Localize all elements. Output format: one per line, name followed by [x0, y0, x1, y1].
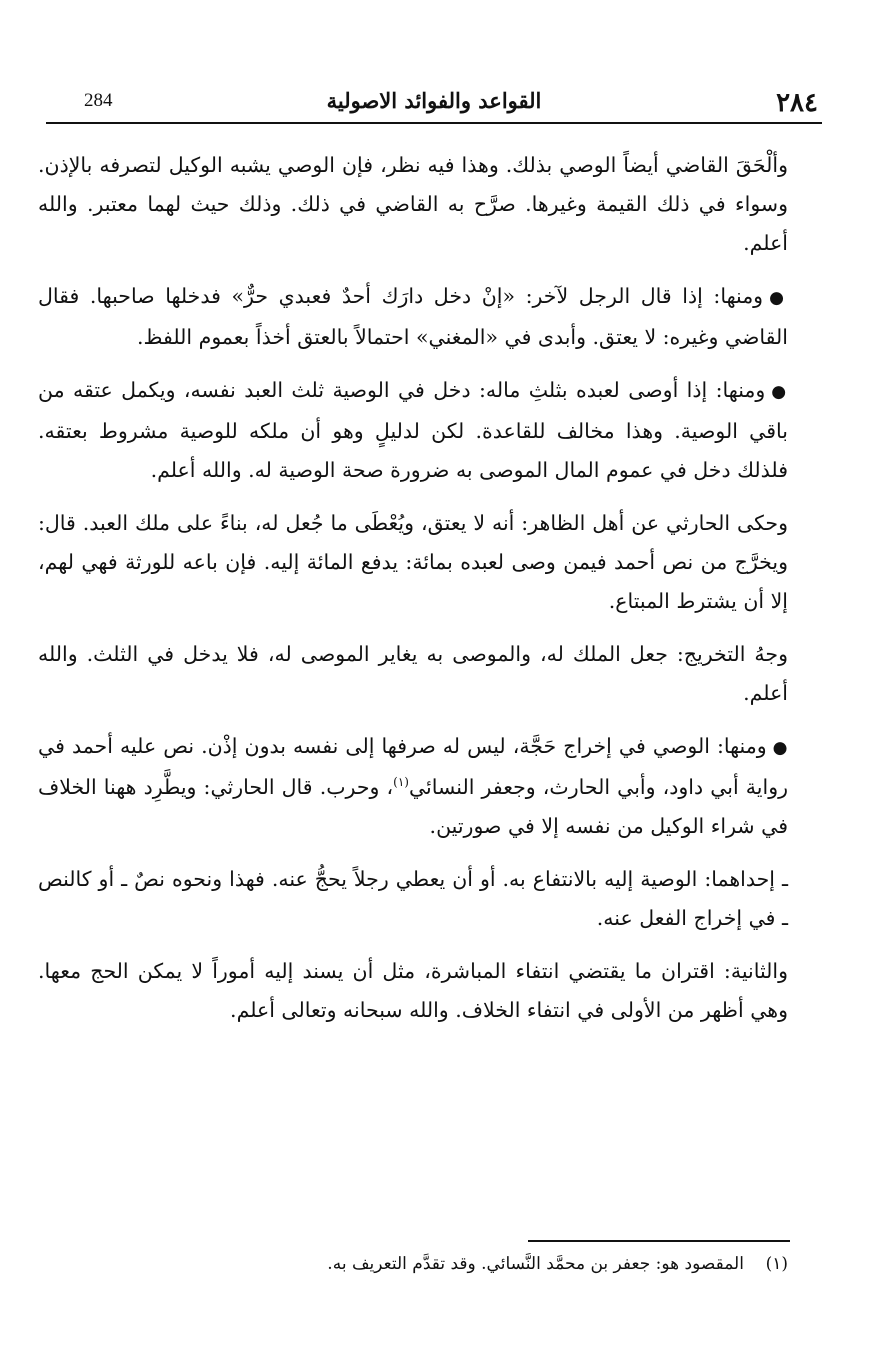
main-text: [38, 146, 788, 1044]
paragraph-1: [38, 146, 788, 263]
footnote-text: المقصود هو: جعفر بن محمَّد النَّسائي. وقد تقدَّم التعريف به.: [327, 1254, 744, 1274]
paragraph-text: وألْحَقَ القاضي أيضاً الوصي بذلك. وهذا فيه نظر، فإن الوصي يشبه الوكيل لتصرفه بالإذن. وسواء في ذلك القيمة وغيرها. صرَّح به القاضي في ذلك. وذلك حيث لهما معتبر. والله أعلم.: [38, 153, 788, 255]
paragraph-3: [38, 371, 788, 490]
bullet-icon: ●: [769, 288, 788, 308]
footnote: [148, 1254, 788, 1274]
page-number-arabic: ٢٨٤: [776, 88, 818, 118]
footnote-mark: (١): [765, 1254, 788, 1274]
paragraph-text: وحكى الحارثي عن أهل الظاهر: أنه لا يعتق، ويُعْطَى ما جُعل له، بناءً على ملك العبد. قال: ويخرَّج من نص أحمد فيمن وصى لعبده بمائة: يدفع المائة إليه. فإن باعه للورثة فهي لهم، إلا أن يشترط المبتاع.: [38, 511, 788, 613]
paragraph-6: [38, 727, 788, 846]
paragraph-text: ومنها: إذا أوصى لعبده بثلثِ ماله: دخل في الوصية ثلث العبد نفسه، ويكمل عتقه من باقي الوصية. وهذا مخالف للقاعدة. لكن لدليلٍ وهو أن ملكه للوصية مشروط بعتقه. فلذلك دخل في عموم المال الموصى به ضرورة صحة الوصية له. والله أعلم.: [38, 378, 788, 482]
paragraph-text: وجهُ التخريج: جعل الملك له، والموصى به يغاير الموصى له، فلا يدخل في الثلث. والله أعلم.: [38, 642, 788, 705]
paragraph-7: [38, 860, 788, 938]
footnote-reference[interactable]: (١): [393, 775, 409, 790]
bullet-icon: ●: [771, 382, 789, 402]
page-number-latin: 284: [84, 90, 113, 111]
paragraph-text: والثانية: اقتران ما يقتضي انتفاء المباشرة، مثل أن يسند إليه أموراً لا يمكن الحج معها. وهي أظهر من الأولى في انتفاء الخلاف. والله سبحانه وتعالى أعلم.: [38, 959, 788, 1022]
paragraph-2: [38, 277, 788, 357]
paragraph-text: ومنها: الوصي في إخراج حَجَّة، ليس له صرفها إلى نفسه بدون إذْن. نص عليه أحمد في رواية أبي داود، وأبي الحارث، وجعفر النسائي: [38, 734, 788, 799]
paragraph-text: ومنها: إذا قال الرجل لآخر: «إنْ دخل دارَك أحدٌ فعبدي حرٌّ» فدخلها صاحبها. فقال القاضي وغيره: لا يعتق. وأبدى في «المغني» احتمالاً بالعتق أخذاً بعموم اللفظ.: [38, 284, 788, 349]
paragraph-8: [38, 952, 788, 1030]
paragraph-text-continued: ، وحرب. قال الحارثي: ويطَّرِد ههنا الخلاف في شراء الوكيل من نفسه إلا في صورتين.: [38, 775, 788, 838]
paragraph-5: [38, 635, 788, 713]
paragraph-4: [38, 504, 788, 621]
page-header: [46, 82, 822, 124]
bullet-icon: ●: [772, 738, 788, 758]
footnote-divider: [528, 1240, 790, 1242]
paragraph-text: ـ إحداهما: الوصية إليه بالانتفاع به. أو أن يعطي رجلاً يحجُّ عنه. فهذا ونحوه نصٌ ـ أو كالنص ـ في إخراج الفعل عنه.: [38, 867, 788, 930]
running-title: القواعد والفوائد الاصولية: [326, 88, 542, 113]
